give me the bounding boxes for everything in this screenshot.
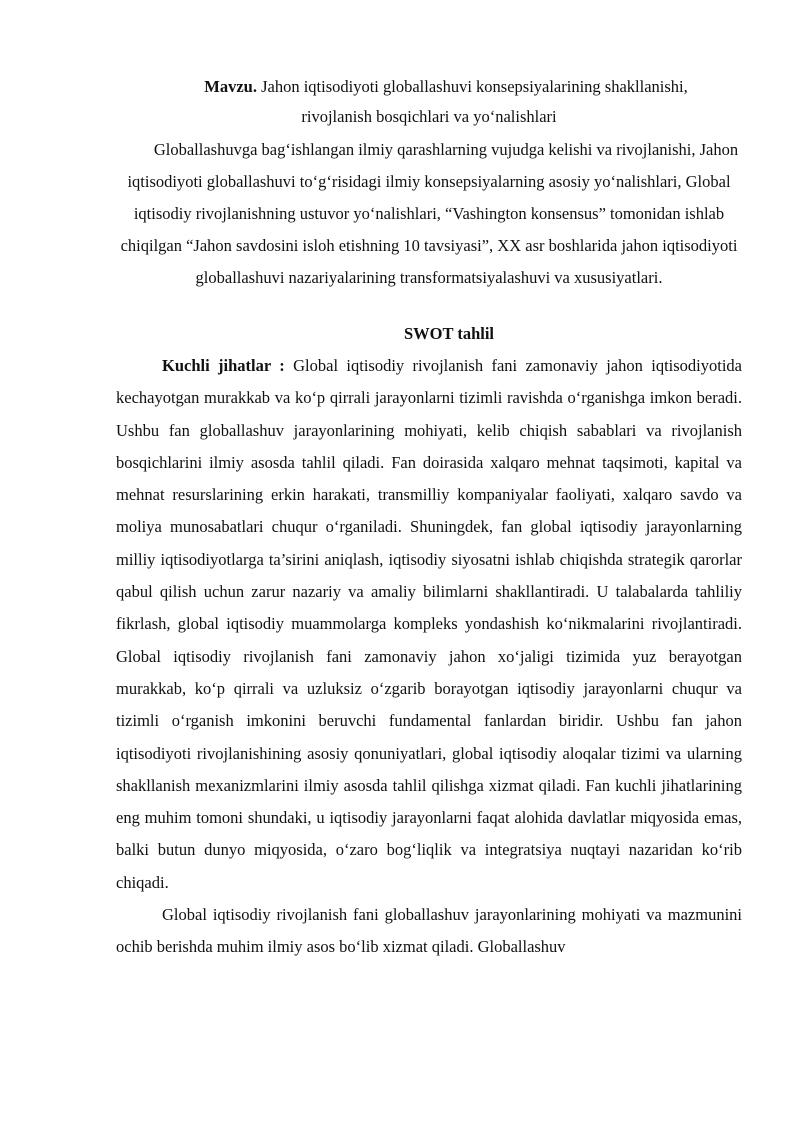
topic-label: Mavzu. <box>204 77 257 96</box>
paragraph-globalization: Global iqtisodiy rivojlanish fani globallashuv jarayonlarining mohiyati va mazmunini ochib berishda muhim ilmiy asos bo‘lib xizmat qiladi. Globallashuv <box>116 905 742 957</box>
paragraph-strengths <box>116 350 742 899</box>
topic-heading <box>116 72 742 132</box>
topic-line-1 <box>116 72 742 102</box>
section-title: SWOT tahlil <box>403 324 495 343</box>
strengths-label: Kuchli jihatlar : <box>162 356 285 375</box>
topic-title-part-1: Jahon iqtisodiyoti globallashuvi konsepsiyalarining shakllanishi, <box>256 77 688 96</box>
strengths-text: Global iqtisodiy rivojlanish fani zamonaviy jahon iqtisodiyotida kechayotgan murakkab va ko‘p qirrali jarayonlarni tizimli ravishda o‘rganishga imkon beradi. Ushbu fan globallashuv jarayonlarining mohiyati, kelib chiqish sabablari va rivojlanish bosqichlarini ilmiy asosda tahlil qiladi. Fan doirasida xalqaro mehnat taqsimoti, kapital va mehnat resurslarining erkin harakati, transmilliy kompaniyalar faoliyati, xalqaro savdo va moliya munosabatlari chuqur o‘rganiladi. Shuningdek, fan global iqtisodiy jarayonlarning milliy iqtisodiyotlarga ta’sirini aniqlash, iqtisodiy siyosatni ishlab chiqishda strategik qarorlar qabul qilish uchun zarur nazariy va amaliy bilimlarni shakllantiradi. U talabalarda tahliliy fikrlash, global iqtisodiy muammolarga kompleks yondashish ko‘nikmalarini rivojlantiradi. Global iqtisodiy rivojlanish fani zamonaviy jahon xo‘jaligi tizimida yuz berayotgan murakkab, ko‘p qirrali va uzluksiz o‘zgarib borayotgan iqtisodiy jarayonlarni chuqur va tizimli o‘rganish imkonini beruvchi fundamental fanlardan biridir. Ushbu fan jahon iqtisodiyoti rivojlanishining asosiy qonuniyatlari, global iqtisodiy aloqalar tizimi va ularning shakllanish mexanizmlarini ilmiy asosda tahlil qilishga xizmat qiladi. Fan kuchli jihatlarining eng muhim tomoni shundaki, u iqtisodiy jarayonlarni faqat alohida davlatlar miqyosida emas, balki butun dunyo miqyosida, o‘zaro bog‘liqlik va integratsiya nuqtayi nazaridan ko‘rib chiqadi. <box>116 356 742 892</box>
topic-summary: Globallashuvga bag‘ishlangan ilmiy qarashlarning vujudga kelishi va rivojlanishi, Jahon iqtisodiyoti globallashuvi to‘g‘risidagi ilmiy konsepsiyalarning asosiy yo‘nalishlari, Global iqtisodiy rivojlanishning ustuvor yo‘nalishlari, “Vashington konsensus” tomonidan ishlab chiqilgan “Jahon savdosini isloh etishning 10 tavsiyasi”, XX asr boshlarida jahon iqtisodiyoti globallashuvi nazariyalarining transformatsiyalashuvi va xususiyatlari. <box>120 140 739 287</box>
document-page <box>116 72 742 964</box>
topic-title-part-2: rivojlanish bosqichlari va yo‘nalishlari <box>301 107 557 126</box>
